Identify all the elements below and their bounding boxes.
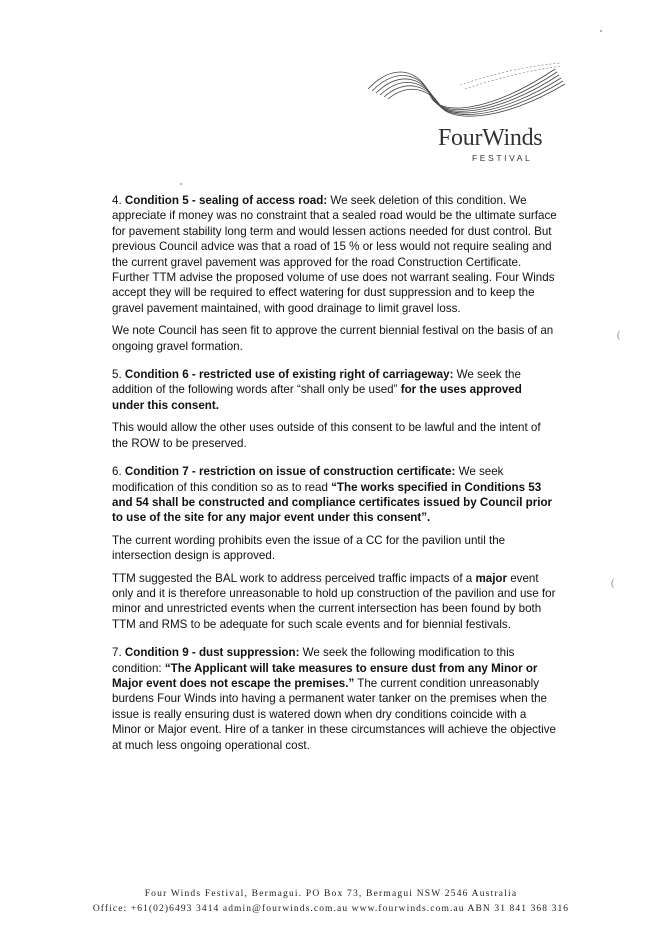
- letter-body: [112, 193, 557, 760]
- logo-wordmark: FourWinds: [438, 125, 543, 151]
- bold-text: Condition 9 - dust suppression:: [124, 646, 300, 660]
- text: 6.: [112, 465, 125, 479]
- logo-subtitle: FESTIVAL: [472, 153, 533, 163]
- festival-logo: [350, 55, 570, 170]
- bold-text: major: [475, 571, 508, 585]
- condition-item: [112, 193, 557, 367]
- footer-address: Four Winds Festival, Bermagui. PO Box 73, Bermagui NSW 2546 Australia: [144, 889, 518, 899]
- text: 5.: [112, 368, 125, 382]
- scan-speck: [180, 183, 182, 185]
- scan-speck: [600, 30, 602, 32]
- condition-item: [112, 464, 557, 645]
- paragraph: [112, 645, 557, 753]
- text: This would allow the other uses outside of this consent to be lawful and the intent of the ROW to be preserved.: [112, 421, 541, 450]
- text: event only and it is therefore unreasonable to hold up construction of the pavilion and use for minor and unrestricted events when the current intersection has been found by both TTM and RMS to be adequate for such scale events and for biennial festivals.: [112, 571, 556, 631]
- bold-text: Condition 6 - restricted use of existing right of carriageway:: [124, 368, 454, 382]
- paragraph: [112, 571, 557, 633]
- bold-text: “The Applicant will take measures to ensure dust from any Minor or Major event does not escape the premises.”: [112, 661, 538, 690]
- footer-contact: Office: +61(02)6493 3414 admin@fourwinds.com.au www.fourwinds.com.au ABN 31 841 368 316: [92, 904, 570, 914]
- text: We seek the addition of the following words after “shall only be used”: [112, 368, 521, 397]
- paragraph: [112, 323, 557, 354]
- paragraph: [112, 367, 557, 413]
- text: We seek modification of this condition so as to read: [112, 465, 504, 494]
- text: 4.: [112, 194, 125, 207]
- paragraph: [112, 193, 557, 316]
- text: We seek the following modification to this condition:: [112, 646, 515, 675]
- text: The current wording prohibits even the issue of a CC for the pavilion until the intersection design is approved.: [112, 533, 506, 563]
- bold-text: Condition 7 - restriction on issue of construction certificate:: [124, 465, 456, 479]
- bold-text: for the uses approved under this consent.: [112, 383, 522, 412]
- condition-item: [112, 645, 557, 753]
- text: We seek deletion of this condition. We appreciate if money was no constraint that a sealed road would be the ultimate surface for pavement stability long term and would lessen actions needed for dust control. But previous Council advice was that a road of 15 % or less would not require sealing and the current gravel pavement was approved for the road Construction Certificate. Further TTM advise the proposed volume of use does not warrant sealing. Four Winds accept they will be required to effect watering for dust suppression and to keep the gravel pavement maintained, with good drainage to limit gravel loss.: [112, 194, 557, 315]
- text: TTM suggested the BAL work to address perceived traffic impacts of a: [112, 571, 476, 585]
- condition-item: [112, 367, 557, 464]
- margin-mark: (: [611, 578, 615, 589]
- paragraph: [112, 420, 557, 451]
- text: 7.: [112, 646, 125, 660]
- margin-mark: (: [617, 330, 621, 341]
- text: The current condition unreasonably burdens Four Winds into having a permanent water tanker on the premises when the issue is really ensuring dust is watered down when dry conditions coincide with a Minor or Major event. Hire of a tanker in these circumstances will achieve the objective at much less ongoing operational cost.: [112, 676, 556, 752]
- text: We note Council has seen fit to approve the current biennial festival on the basis of an ongoing gravel formation.: [112, 324, 554, 353]
- paragraph: [112, 464, 557, 526]
- wind-lines-graphic: [350, 55, 570, 135]
- bold-text: Condition 5 - sealing of access road:: [124, 194, 328, 207]
- bold-text: “The works specified in Conditions 53 and 54 shall be constructed and compliance certificates issued by Council prior to use of the site for any major event under this consent”.: [112, 480, 553, 525]
- paragraph: [112, 533, 557, 564]
